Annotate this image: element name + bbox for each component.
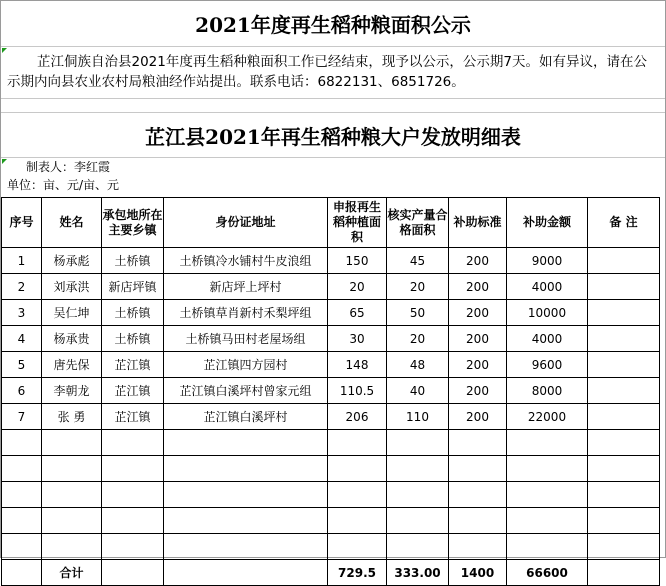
cell-standard: 200 [449,300,507,326]
cell-town: 芷江镇 [102,352,164,378]
cell-verified: 20 [387,326,449,352]
total-label: 合计 [42,560,102,586]
cell-verified: 110 [387,404,449,430]
table-row [2,404,660,430]
cell-town: 土桥镇 [102,248,164,274]
cell-town: 新店坪镇 [102,274,164,300]
comment-marker-icon [2,48,7,53]
total-standard: 1400 [449,560,507,586]
cell-town: 芷江镇 [102,378,164,404]
table-header-row [2,198,660,248]
col-header-declared-area: 申报再生稻种植面积 [328,198,387,248]
cell-remark [588,378,660,404]
cell-declared: 206 [328,404,387,430]
cell-verified: 45 [387,248,449,274]
cell-name: 唐先保 [42,352,102,378]
notice-text: 芷江侗族自治县2021年度再生稻种粮面积工作已经结束，现予以公示，公示期7天。如有异议，请在公示期内向县农业农村局粮油经作站提出。联系电话：6822131、6851726。 [1,47,665,99]
total-verified: 333.00 [387,560,449,586]
cell-declared: 110.5 [328,378,387,404]
cell-no: 7 [2,404,42,430]
col-header-address: 身份证地址 [164,198,328,248]
cell-declared: 30 [328,326,387,352]
col-header-town: 承包地所在主要乡镇 [102,198,164,248]
cell-name: 张 勇 [42,404,102,430]
cell-declared: 20 [328,274,387,300]
cell-amount: 9000 [507,248,588,274]
cell-name: 杨承彪 [42,248,102,274]
col-header-remark: 备 注 [588,198,660,248]
cell-address: 土桥镇草肖新村禾梨坪组 [164,300,328,326]
cell-amount: 10000 [507,300,588,326]
detail-table [1,197,660,586]
cell-remark [588,326,660,352]
maker-line: 制表人：李红霞 [26,160,111,174]
cell-town: 土桥镇 [102,326,164,352]
cell-amount: 4000 [507,326,588,352]
cell-town: 芷江镇 [102,404,164,430]
cell-amount: 8000 [507,378,588,404]
cell-amount: 9600 [507,352,588,378]
cell-verified: 48 [387,352,449,378]
empty-row [2,430,660,456]
cell-address: 芷江镇白溪坪村 [164,404,328,430]
empty-row [2,482,660,508]
table-row [2,378,660,404]
col-header-name: 姓名 [42,198,102,248]
blank-row [1,100,665,113]
cell-standard: 200 [449,326,507,352]
page-title: 2021年度再生稻种粮面积公示 [1,1,665,47]
table-row [2,300,660,326]
col-header-subsidy-amount: 补助金额 [507,198,588,248]
cell-amount: 4000 [507,274,588,300]
cell-standard: 200 [449,274,507,300]
cell-address: 土桥镇马田村老屋场组 [164,326,328,352]
empty-row [2,508,660,534]
empty-row [2,534,660,560]
cell-remark [588,274,660,300]
cell-address: 土桥镇冷水铺村牛皮浪组 [164,248,328,274]
cell-name: 吴仁坤 [42,300,102,326]
cell-verified: 50 [387,300,449,326]
unit-line: 单位：亩、元/亩、元 [7,178,120,192]
cell-name: 李朝龙 [42,378,102,404]
col-header-subsidy-standard: 补助标准 [449,198,507,248]
col-header-no: 序号 [2,198,42,248]
cell-declared: 148 [328,352,387,378]
cell-remark [588,352,660,378]
table-row [2,352,660,378]
cell-address: 新店坪上坪村 [164,274,328,300]
cell-declared: 150 [328,248,387,274]
total-row [2,560,660,586]
cell-no: 4 [2,326,42,352]
table-row [2,248,660,274]
cell-declared: 65 [328,300,387,326]
table-title: 芷江县2021年再生稻种粮大户发放明细表 [1,113,665,158]
col-header-verified-area: 核实产量合格面积 [387,198,449,248]
cell-standard: 200 [449,352,507,378]
cell-address: 芷江镇四方园村 [164,352,328,378]
cell-name: 杨承贵 [42,326,102,352]
cell-remark [588,404,660,430]
cell-standard: 200 [449,404,507,430]
table-row [2,326,660,352]
cell-verified: 20 [387,274,449,300]
cell-remark [588,248,660,274]
total-amount: 66600 [507,560,588,586]
cell-verified: 40 [387,378,449,404]
cell-remark [588,300,660,326]
cell-standard: 200 [449,378,507,404]
cell-town: 土桥镇 [102,300,164,326]
comment-marker-icon [2,159,7,164]
cell-amount: 22000 [507,404,588,430]
empty-row [2,456,660,482]
cell-no: 6 [2,378,42,404]
cell-no: 5 [2,352,42,378]
total-declared: 729.5 [328,560,387,586]
table-row [2,274,660,300]
cell-name: 刘承洪 [42,274,102,300]
cell-no: 1 [2,248,42,274]
cell-address: 芷江镇白溪坪村曾家元组 [164,378,328,404]
cell-no: 3 [2,300,42,326]
cell-standard: 200 [449,248,507,274]
cell-no: 2 [2,274,42,300]
